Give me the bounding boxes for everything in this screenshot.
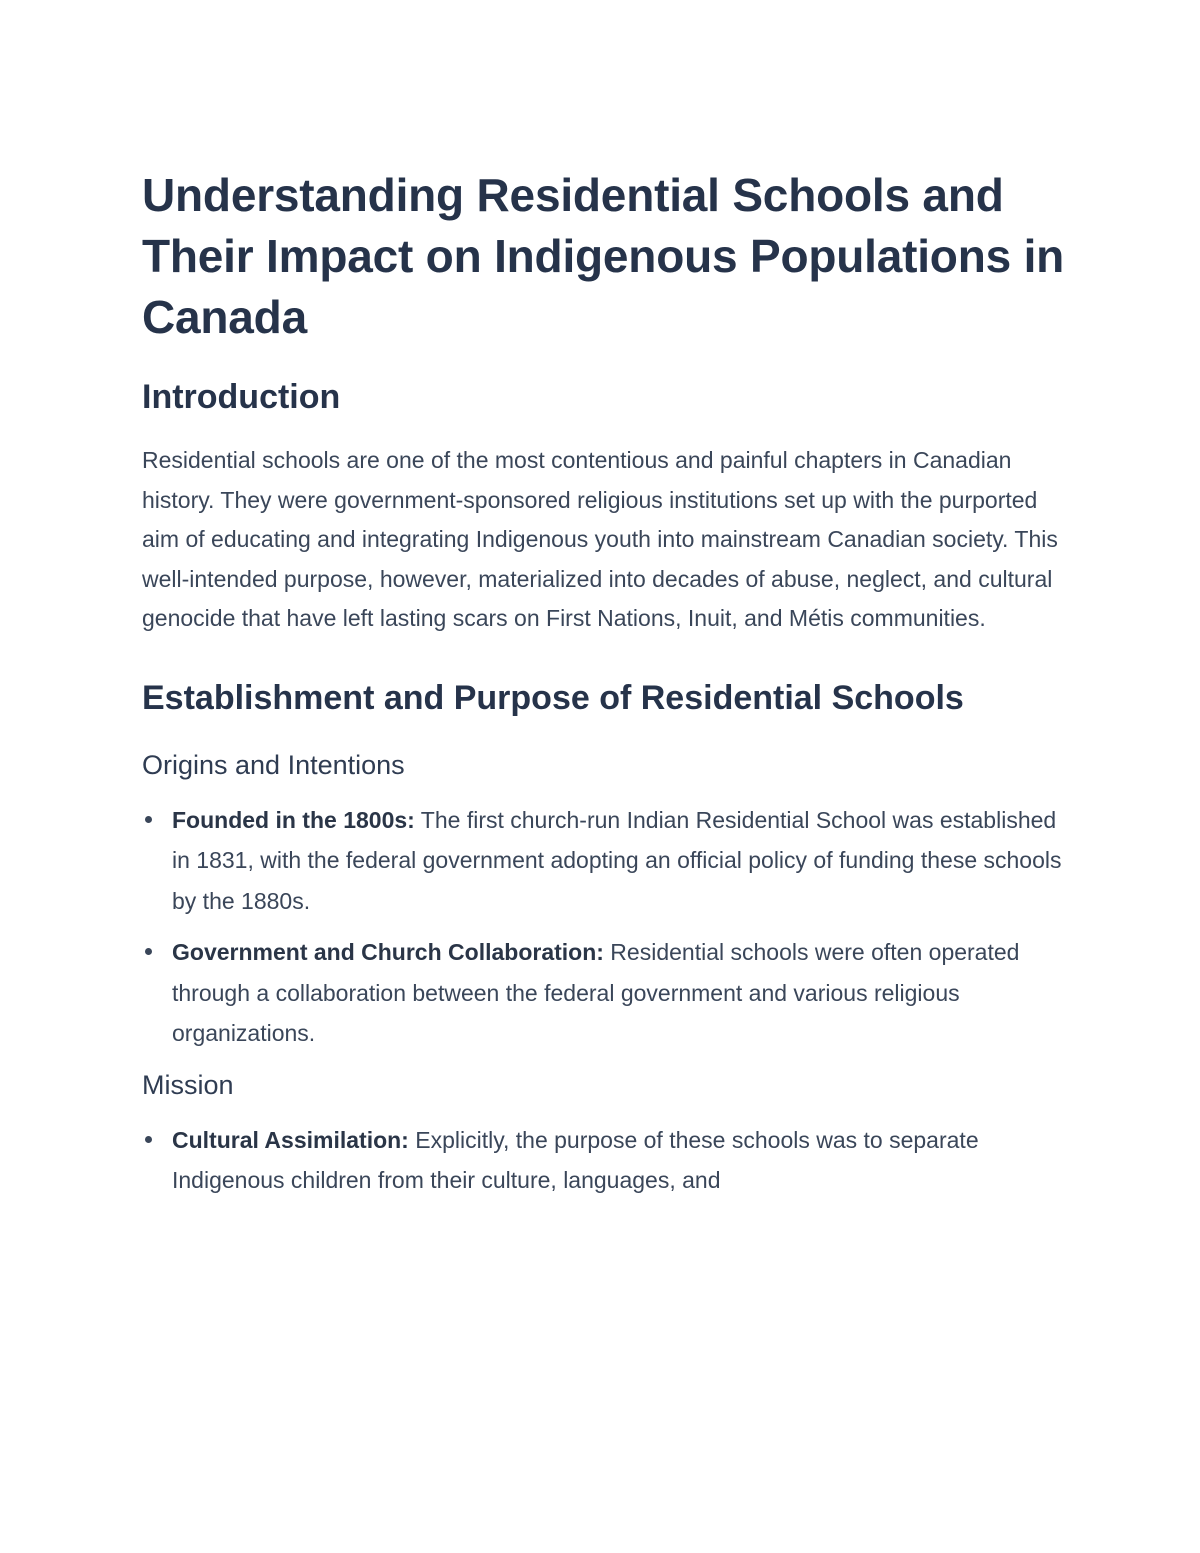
origins-list xyxy=(142,800,1072,1054)
list-item-text: Explicitly, the purpose of these schools was to separate Indigenous children from their culture, languages, and xyxy=(172,1126,979,1193)
list-item-text: Residential schools were often operated through a collaboration between the federal government and various religious organizations. xyxy=(172,939,1020,1046)
mission-heading: Mission xyxy=(142,1069,234,1100)
bullet-icon xyxy=(145,816,152,823)
list-item xyxy=(142,932,1072,1054)
list-item xyxy=(142,800,1072,922)
introduction-paragraph: Residential schools are one of the most contentious and painful chapters in Canadian history. They were government-sponsored religious institutions set up with the purported aim of educating and integrating Indigenous youth into mainstream Canadian society. This well-intended purpose, however, materialized into decades of abuse, neglect, and cultural genocide that have left lasting scars on First Nations, Inuit, and Métis communities. xyxy=(142,447,1058,631)
document-title: Understanding Residential Schools and Their Impact on Indigenous Populations in Canada xyxy=(142,169,1065,343)
list-item-term: Government and Church Collaboration: xyxy=(172,939,604,965)
list-item-term: Cultural Assimilation: xyxy=(172,1126,409,1153)
introduction-heading: Introduction xyxy=(142,378,341,416)
mission-list xyxy=(142,1120,1072,1201)
establishment-heading: Establishment and Purpose of Residential Schools xyxy=(142,678,964,717)
list-item-term: Founded in the 1800s: xyxy=(172,806,415,833)
document-page xyxy=(142,165,1072,1212)
origins-heading: Origins and Intentions xyxy=(142,749,405,780)
list-item xyxy=(142,1120,1072,1201)
bullet-icon xyxy=(145,948,152,955)
list-item-text: The first church-run Indian Residential School was established in 1831, with the federal government adopting an official policy of funding these schools by the 1880s. xyxy=(172,806,1062,914)
bullet-icon xyxy=(145,1136,152,1143)
